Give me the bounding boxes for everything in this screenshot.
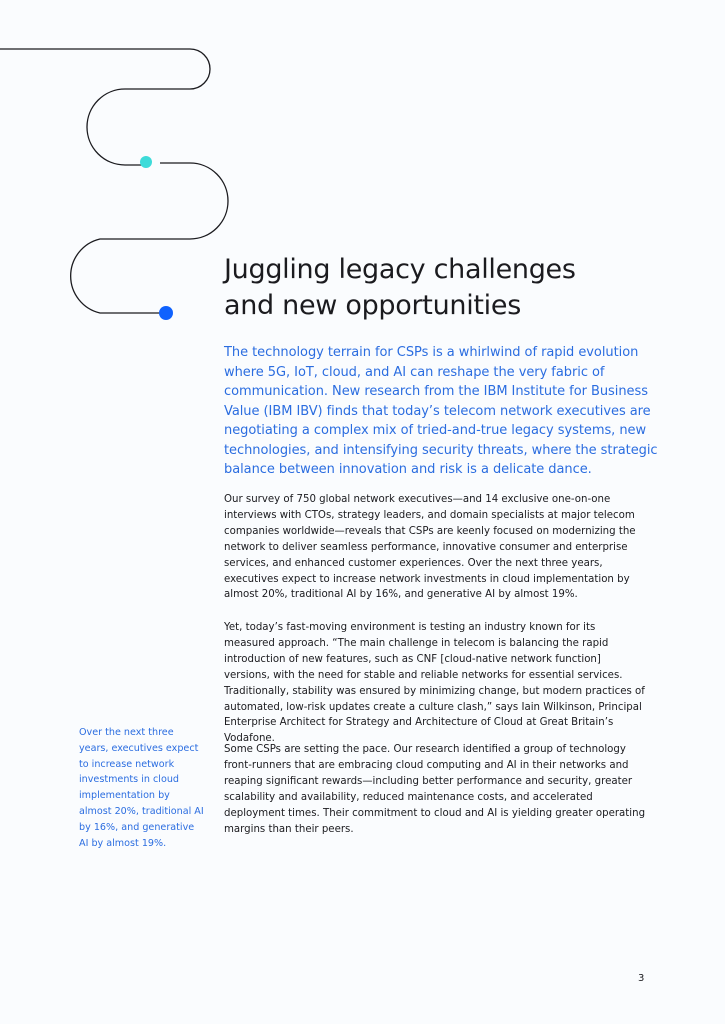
pull-quote: Over the next three years, executives expect to increase network investments in cloud implementation by almost 20%, traditional AI by 16%, and generative AI by almost 19%. xyxy=(79,727,204,849)
winding-line xyxy=(0,49,210,165)
body-paragraph-3: Some CSPs are setting the pace. Our research identified a group of technology front-runners that are embracing cloud computing and AI in their networks and reaping significant rewards—including better performance and security, greater scalability and availability, reduced maintenance costs, and accelerated deployment times. Their commitment to cloud and AI is yielding greater operating margins than their peers. xyxy=(224,744,646,835)
winding-line-2 xyxy=(71,163,228,313)
page-number: 3 xyxy=(638,973,645,984)
lead-paragraph: The technology terrain for CSPs is a whirlwind of rapid evolution where 5G, IoT, cloud, and AI can reshape the very fabric of communication. New research from the IBM Institute for Business Value (IBM IBV) finds that today’s telecom network executives are negotiating a complex mix of tried-and-true legacy systems, new technologies, and intensifying security threats, where the strategic balance between innovation and risk is a delicate dance. xyxy=(224,345,658,477)
title-line-2: and new opportunities xyxy=(224,290,521,321)
title-line-1: Juggling legacy challenges xyxy=(224,254,576,285)
blue-dot-icon xyxy=(159,306,173,320)
decorative-path-graphic xyxy=(0,0,260,330)
teal-dot-icon xyxy=(140,156,152,168)
page-title xyxy=(224,252,684,324)
body-paragraph-1: Our survey of 750 global network executives—and 14 exclusive one-on-one interviews with CTOs, strategy leaders, and domain specialists at major telecom companies worldwide—reveals that CSPs are keenly focused on modernizing the network to deliver seamless performance, innovative consumer and enterprise services, and enhanced customer experiences. Over the next three years, executives expect to increase network investments in cloud implementation by almost 20%, traditional AI by 16%, and generative AI by almost 19%. xyxy=(224,494,636,601)
body-paragraph-2: Yet, today’s fast-moving environment is testing an industry known for its measured approach. “The main challenge in telecom is balancing the rapid introduction of new features, such as CNF [cloud-native network function] versions, with the need for stable and reliable networks for essential services. Traditionally, stability was ensured by minimizing change, but modern practices of automated, low-risk updates create a culture clash,” says Iain Wilkinson, Principal Enterprise Architect for Strategy and Architecture of Cloud at Great Britain’s Vodafone. xyxy=(224,622,645,745)
